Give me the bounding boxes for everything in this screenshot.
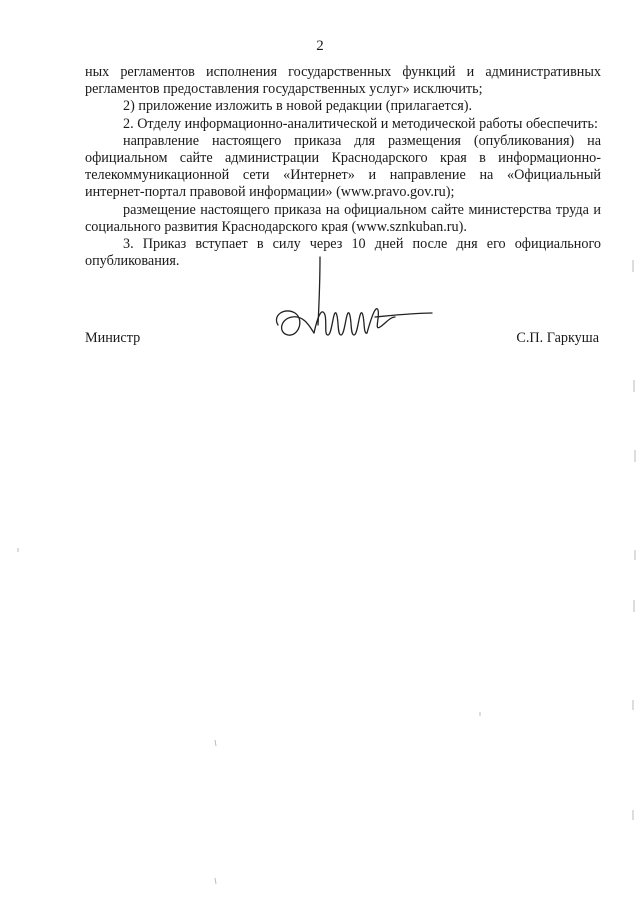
page-number: 2 [316,38,324,54]
paragraph-appendix-item: 2) приложение изложить в новой редакции (прилагается). [123,98,472,115]
paragraph-website-posting: размещение настоящего приказа на официальном сайте министерства труда и социального развития Краснодарского края (www.sznkuban.ru). [85,201,601,235]
signatory-name: С.П. Гаркуша [516,330,599,346]
paragraph-continuation: ных регламентов исполнения государственных функций и административных регламентов предоставления государственных услуг» исключить; [85,64,601,98]
paragraph-department-order: 2. Отделу информационно-аналитической и методической работы обеспечить: [123,115,598,132]
handwritten-signature [270,255,440,355]
signatory-title: Министр [85,330,141,346]
document-body [85,64,601,270]
paragraph-publication: направление настоящего приказа для размещения (опубликования) на официальном сайте администрации Краснодарского края в информационно-телекоммуникационной сети «Интернет» и направление на «Официальный интернет-портал правовой информации» (www.pravo.gov.ru); [85,132,601,201]
paragraph-effective-date: 3. Приказ вступает в силу через 10 дней после дня его официального опубликования. [85,236,601,270]
